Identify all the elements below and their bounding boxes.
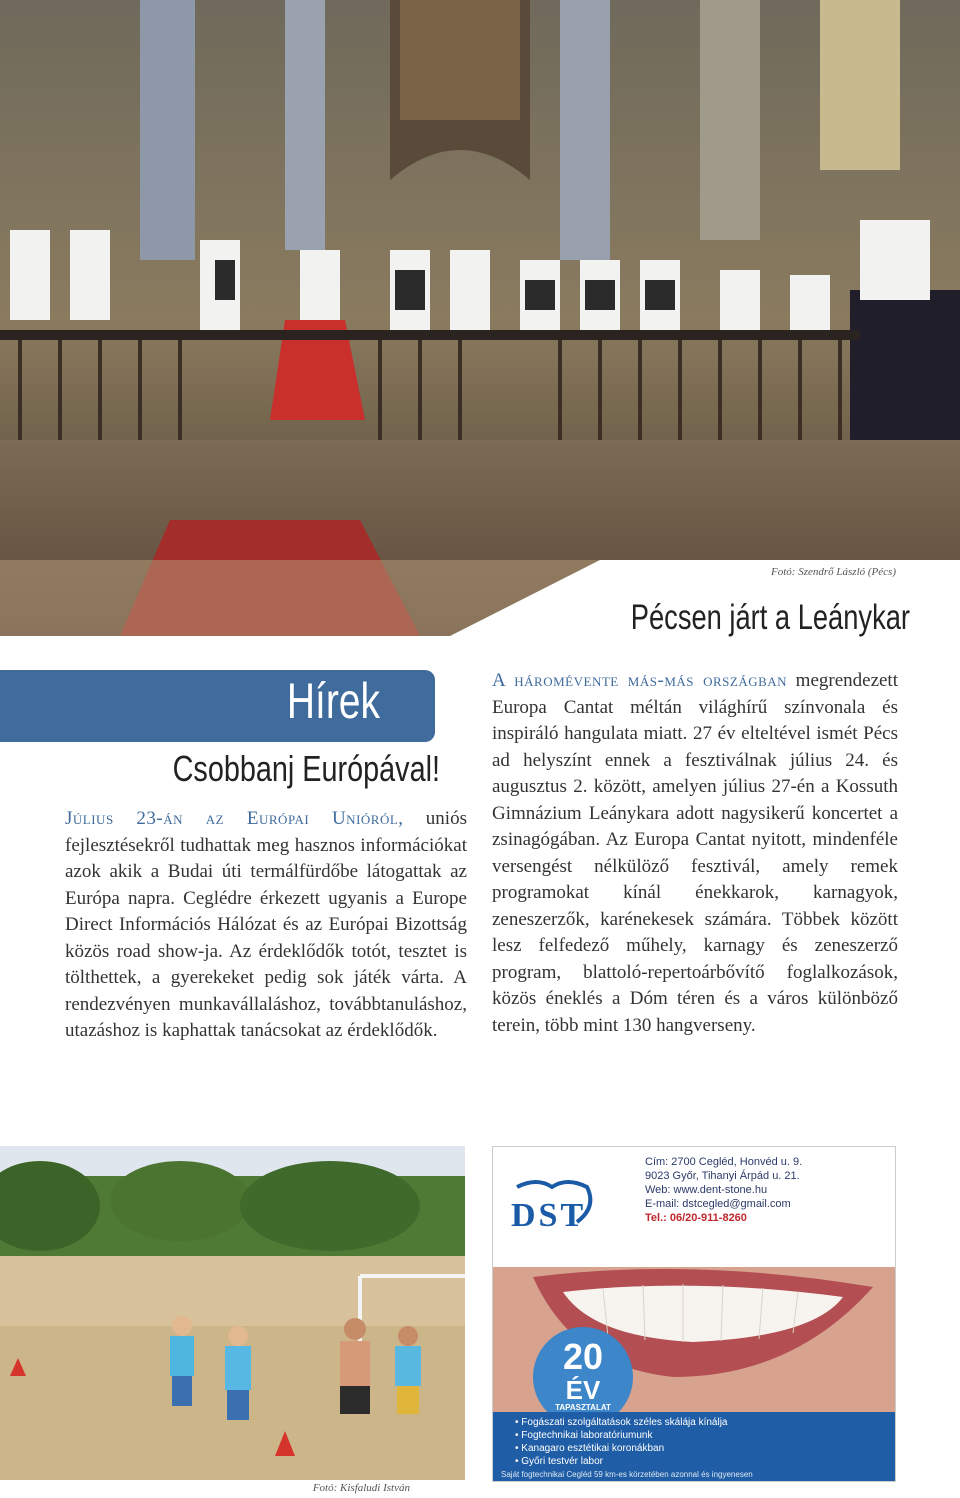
ad-bullet: • Kanagaro esztétikai koronákban xyxy=(515,1443,665,1454)
ad-bullet: • Fogtechnikai laboratóriumunk xyxy=(515,1430,653,1441)
badge-word: ÉV xyxy=(565,1375,601,1405)
article-headline: Pécsen járt a Leánykar xyxy=(630,598,910,637)
ad-address-line: 9023 Győr, Tihanyi Árpád u. 21. xyxy=(645,1170,800,1182)
choir-photo xyxy=(0,0,960,636)
article-pecs-text: megrendezett Europa Cantat méltán világhírű színvonala és inspiráló hangulata miatt. 27 év elteltével ismét Pécs ad helyszínt ennek a fesztiválnak július 24. és augusztus 2. között, amelyen július 27-én a Kossuth Gimnázium Leánykara adott nagysikerű koncertet a zsinagógában. Az Europa Cantat nyitott, mindenféle versengést nélkülöző fesztivál, amely remek programokat kínál énekkarok, karnagyok, zeneszerzők, karénekesek számára. Többek között lesz felfedező műhely, karnagy és zeneszerző program, blattoló-repertoárbővítő foglalkozások, közös éneklés a Dóm téren és a város különböző terein, több mint 130 hangverseny. xyxy=(492,670,898,1036)
article-europa-body xyxy=(65,806,467,1045)
beach-kids-photo xyxy=(0,1146,465,1480)
ad-footer: Saját fogtechnikai Cegléd 59 km-es körzetében azonnal és ingyenesen xyxy=(501,1470,753,1479)
section-title: Hírek xyxy=(286,673,380,729)
badge-number: 20 xyxy=(562,1336,604,1377)
article-pecs-lead: A háromévente más-más országban xyxy=(492,670,788,691)
article-europa-lead: Július 23-án az Európai Unióról, xyxy=(65,808,404,829)
article-subheadline: Csobbanj Európával! xyxy=(172,748,440,789)
badge-sub: TAPASZTALAT xyxy=(555,1403,611,1412)
article-pecs-body xyxy=(492,668,898,1039)
ad-phone: Tel.: 06/20-911-8260 xyxy=(645,1212,747,1224)
article-europa-text: uniós fejlesztésekről tudhattak meg hasznos információkat azok akik a Budai úti termálfürdőbe látogattak az Európa napra. Ceglédre érkezett ugyanis a Europe Direct Információs Hálózat és az Európai Bizottság közös road show-ja. Az érdeklődők totót, tesztet is tölthettek, a gyerekeket pedig sok játék várta. A rendezvényen munkavállaláshoz, továbbtanuláshoz, utazáshoz is kaphattak tanácsokat az érdeklődők. xyxy=(65,808,467,1041)
top-photo-credit: Fotó: Szendrő László (Pécs) xyxy=(771,566,896,578)
bottom-photo-credit: Fotó: Kisfaludi István xyxy=(312,1482,410,1494)
ad-email: E-mail: dstcegled@gmail.com xyxy=(645,1198,791,1210)
ad-address-line: Cím: 2700 Cegléd, Honvéd u. 9. xyxy=(645,1156,803,1168)
ad-web: Web: www.dent-stone.hu xyxy=(645,1184,768,1196)
ad-bullet: • Győri testvér labor xyxy=(515,1456,603,1467)
ad-bullet: • Fogászati szolgáltatások széles skálája kínálja xyxy=(515,1417,728,1428)
dental-advertisement xyxy=(492,1146,896,1482)
ad-logo-text: DST xyxy=(511,1197,587,1234)
